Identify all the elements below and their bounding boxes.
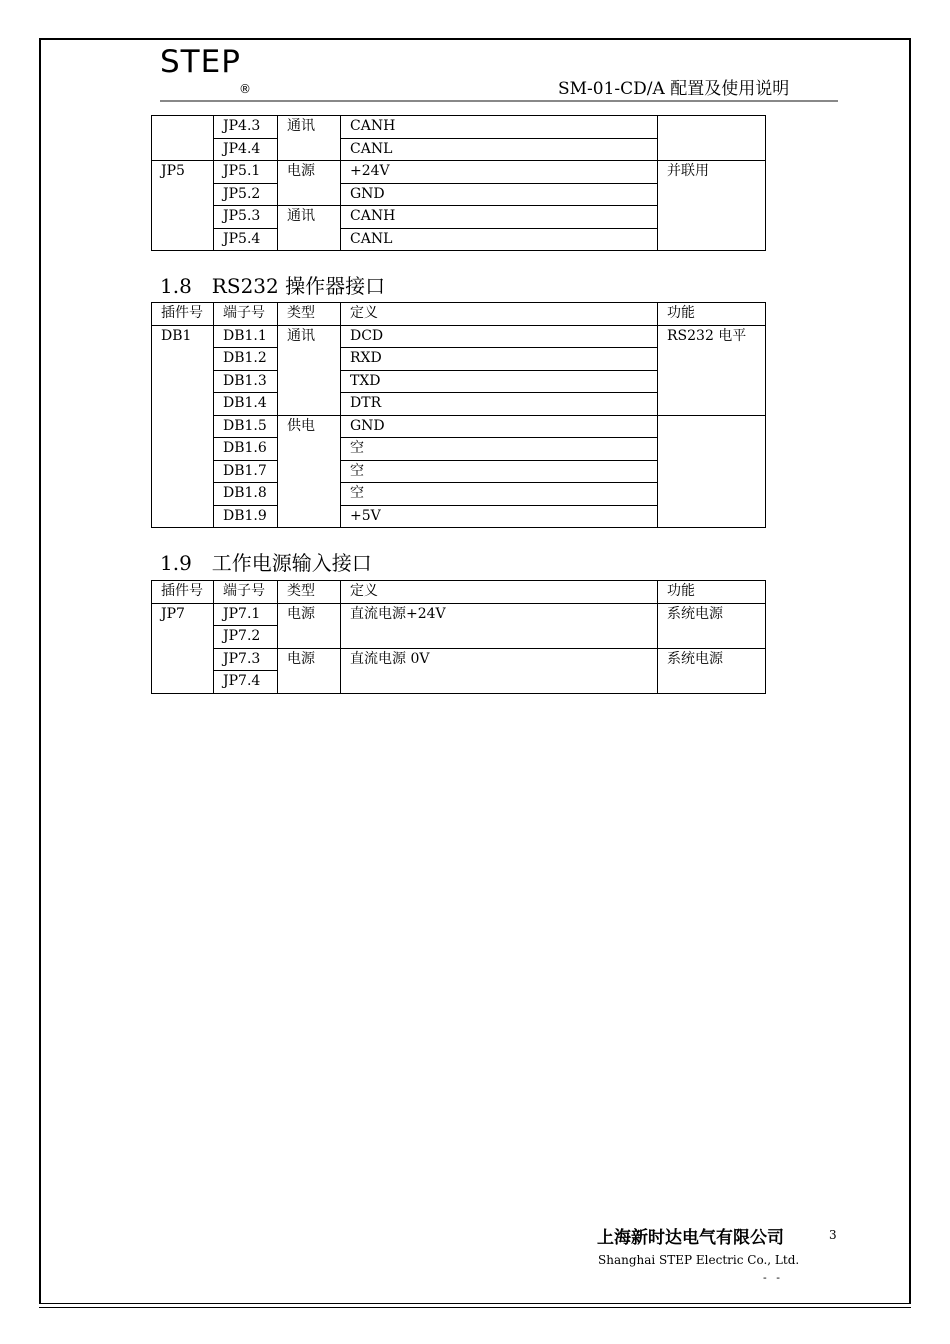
type-cell: 电源 (278, 648, 341, 693)
terminal-cell: JP5.4 (214, 228, 278, 251)
table-row (152, 648, 766, 671)
connector-cell (152, 116, 214, 161)
terminal-cell: JP4.3 (214, 116, 278, 139)
page-frame-bottom-line (39, 1307, 911, 1308)
function-cell: 并联用 (658, 161, 766, 251)
definition-cell: 空 (341, 438, 658, 461)
footer-dashes: - - (763, 1271, 783, 1284)
power-input-table (151, 580, 766, 694)
page-number: 3 (829, 1228, 837, 1242)
header-connector: 插件号 (152, 303, 214, 326)
section-title-1-9: 1.9 工作电源输入接口 (160, 551, 372, 575)
header-connector: 插件号 (152, 581, 214, 604)
connector-cell: JP5 (152, 161, 214, 251)
table-row (152, 116, 766, 139)
header-definition: 定义 (341, 303, 658, 326)
definition-cell: 空 (341, 483, 658, 506)
jp5-table (151, 160, 766, 251)
definition-cell: 直流电源+24V (341, 603, 658, 648)
table-row (152, 603, 766, 626)
definition-cell: CANL (341, 138, 658, 161)
type-cell: 通讯 (278, 116, 341, 161)
definition-cell: DTR (341, 393, 658, 416)
terminal-cell: DB1.1 (214, 325, 278, 348)
connector-cell: JP7 (152, 603, 214, 693)
header-type: 类型 (278, 581, 341, 604)
function-cell: 系统电源 (658, 648, 766, 693)
definition-cell: +24V (341, 161, 658, 184)
header-type: 类型 (278, 303, 341, 326)
definition-cell: CANL (341, 228, 658, 251)
terminal-cell: DB1.8 (214, 483, 278, 506)
header-terminal: 端子号 (214, 303, 278, 326)
type-cell: 通讯 (278, 325, 341, 415)
type-cell: 供电 (278, 415, 341, 528)
definition-cell: +5V (341, 505, 658, 528)
definition-cell: 空 (341, 460, 658, 483)
function-cell: 系统电源 (658, 603, 766, 648)
terminal-cell: DB1.7 (214, 460, 278, 483)
registered-mark: ® (239, 82, 251, 96)
terminal-cell: JP7.4 (214, 671, 278, 694)
type-cell: 通讯 (278, 206, 341, 251)
terminal-cell: JP7.3 (214, 648, 278, 671)
definition-cell: RXD (341, 348, 658, 371)
type-cell: 电源 (278, 161, 341, 206)
header-function: 功能 (658, 581, 766, 604)
function-cell: RS232 电平 (658, 325, 766, 415)
definition-cell: GND (341, 415, 658, 438)
header-rule (160, 100, 838, 102)
terminal-cell: JP5.2 (214, 183, 278, 206)
table-header-row (152, 303, 766, 326)
definition-cell: 直流电源 0V (341, 648, 658, 693)
terminal-cell: DB1.4 (214, 393, 278, 416)
table-header-row (152, 581, 766, 604)
company-name-chinese: 上海新时达电气有限公司 (597, 1228, 784, 1248)
jp4-jp5-table (151, 115, 766, 161)
header-function: 功能 (658, 303, 766, 326)
terminal-cell: JP5.3 (214, 206, 278, 229)
terminal-cell: DB1.6 (214, 438, 278, 461)
table-row (152, 161, 766, 184)
terminal-cell: JP4.4 (214, 138, 278, 161)
terminal-cell: DB1.5 (214, 415, 278, 438)
header-definition: 定义 (341, 581, 658, 604)
table-row (152, 415, 766, 438)
function-cell (658, 415, 766, 528)
document-title: SM-01-CD/A 配置及使用说明 (558, 79, 790, 99)
rs232-interface-table (151, 302, 766, 528)
step-logo: STEP (160, 44, 241, 80)
header-terminal: 端子号 (214, 581, 278, 604)
connector-cell: DB1 (152, 325, 214, 528)
terminal-cell: JP7.2 (214, 626, 278, 649)
terminal-cell: DB1.9 (214, 505, 278, 528)
function-cell (658, 116, 766, 161)
definition-cell: TXD (341, 370, 658, 393)
company-name-english: Shanghai STEP Electric Co., Ltd. (598, 1253, 800, 1267)
type-cell: 电源 (278, 603, 341, 648)
terminal-cell: DB1.2 (214, 348, 278, 371)
terminal-cell: DB1.3 (214, 370, 278, 393)
definition-cell: DCD (341, 325, 658, 348)
definition-cell: CANH (341, 206, 658, 229)
terminal-cell: JP5.1 (214, 161, 278, 184)
terminal-cell: JP7.1 (214, 603, 278, 626)
definition-cell: CANH (341, 116, 658, 139)
definition-cell: GND (341, 183, 658, 206)
section-title-1-8: 1.8 RS232 操作器接口 (160, 274, 386, 298)
table-row (152, 325, 766, 348)
